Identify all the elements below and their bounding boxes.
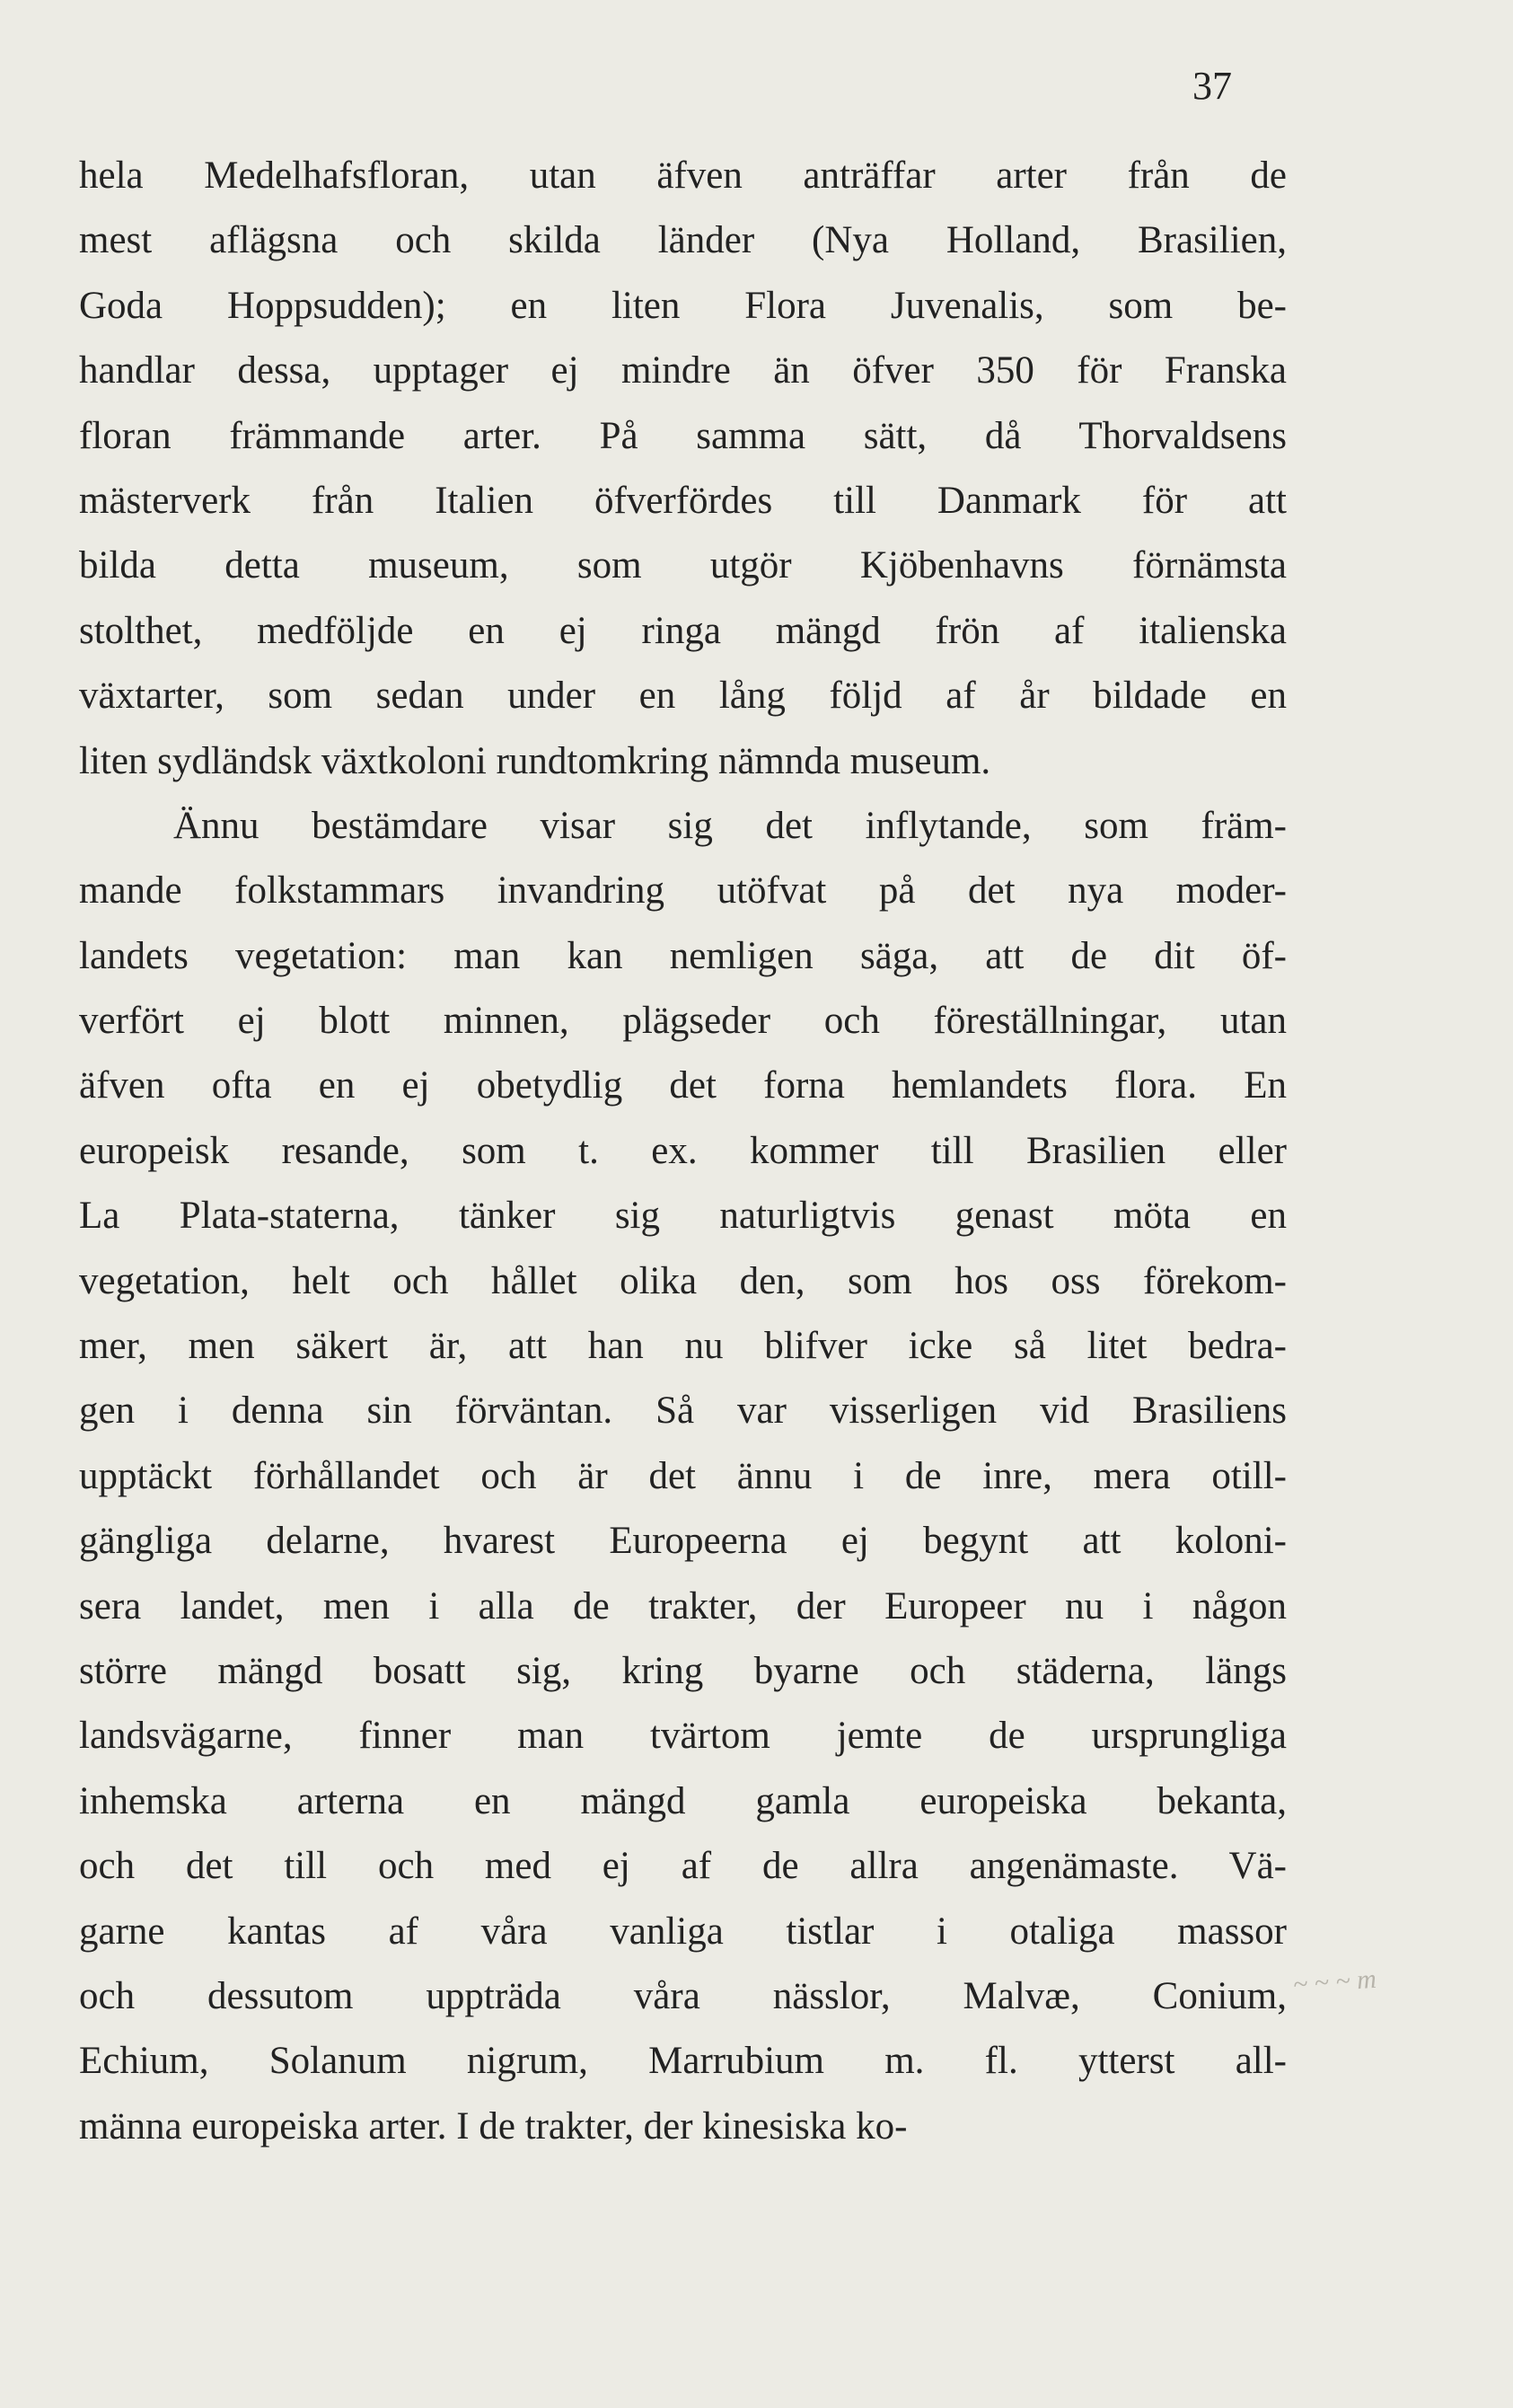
text-line: handlar dessa, upptager ej mindre än öfver 350 för Franska (79, 349, 1287, 393)
text-line: verfört ej blott minnen, plägseder och föreställningar, utan (79, 1000, 1287, 1043)
text-line: och det till och med ej af de allra angenämaste. Vä- (79, 1845, 1287, 1888)
text-line: garne kantas af våra vanliga tistlar i otaliga massor (79, 1910, 1287, 1953)
page-number: 37 (1192, 64, 1232, 108)
margin-note: ~ ~ ~ m (1291, 1963, 1377, 2000)
text-line: La Plata-staterna, tänker sig naturligtvis genast möta en (79, 1195, 1287, 1238)
text-line: Echium, Solanum nigrum, Marrubium m. fl. ytterst all- (79, 2040, 1287, 2083)
text-line: vegetation, helt och hållet olika den, som hos oss förekom- (79, 1259, 1287, 1302)
text-line: växtarter, som sedan under en lång följd af år bildade en (79, 675, 1287, 718)
body-text (79, 144, 1287, 2159)
text-line: Ännu bestämdare visar sig det inflytande, som främ- (173, 804, 1287, 847)
text-line: europeisk resande, som t. ex. kommer till Brasilien eller (79, 1129, 1287, 1172)
text-line: inhemska arterna en mängd gamla europeiska bekanta, (79, 1779, 1287, 1822)
text-line: äfven ofta en ej obetydlig det forna hemlandets flora. En (79, 1064, 1287, 1107)
text-line: mande folkstammars invandring utöfvat på det nya moder- (79, 869, 1287, 913)
text-line: männa europeiska arter. I de trakter, der kinesiska ko- (79, 2104, 908, 2148)
text-line: bilda detta museum, som utgör Kjöbenhavns förnämsta (79, 544, 1287, 587)
text-line: stolthet, medföljde en ej ringa mängd frön af italienska (79, 609, 1287, 652)
text-line: gängliga delarne, hvarest Europeerna ej begynt att koloni- (79, 1520, 1287, 1563)
text-line: upptäckt förhållandet och är det ännu i de inre, mera otill- (79, 1454, 1287, 1497)
text-line: sera landet, men i alla de trakter, der Europeer nu i någon (79, 1584, 1287, 1627)
text-line: större mängd bosatt sig, kring byarne och städerna, längs (79, 1649, 1287, 1692)
text-line: floran främmande arter. På samma sätt, då Thorvaldsens (79, 414, 1287, 457)
text-line: liten sydländsk växtkoloni rundtomkring nämnda museum. (79, 739, 991, 782)
text-line: mästerverk från Italien öfverfördes till Danmark för att (79, 479, 1287, 522)
text-line: Goda Hoppsudden); en liten Flora Juvenalis, som be- (79, 284, 1287, 327)
text-line: hela Medelhafsfloran, utan äfven anträffar arter från de (79, 154, 1287, 197)
text-line: och dessutom uppträda våra nässlor, Malvæ, Conium, (79, 1974, 1287, 2017)
text-line: gen i denna sin förväntan. Så var visserligen vid Brasiliens (79, 1389, 1287, 1433)
text-line: mer, men säkert är, att han nu blifver icke så litet bedra- (79, 1325, 1287, 1368)
text-line: landets vegetation: man kan nemligen säga, att de dit öf- (79, 934, 1287, 977)
text-line: landsvägarne, finner man tvärtom jemte de ursprungliga (79, 1715, 1287, 1758)
text-line: mest aflägsna och skilda länder (Nya Holland, Brasilien, (79, 219, 1287, 262)
